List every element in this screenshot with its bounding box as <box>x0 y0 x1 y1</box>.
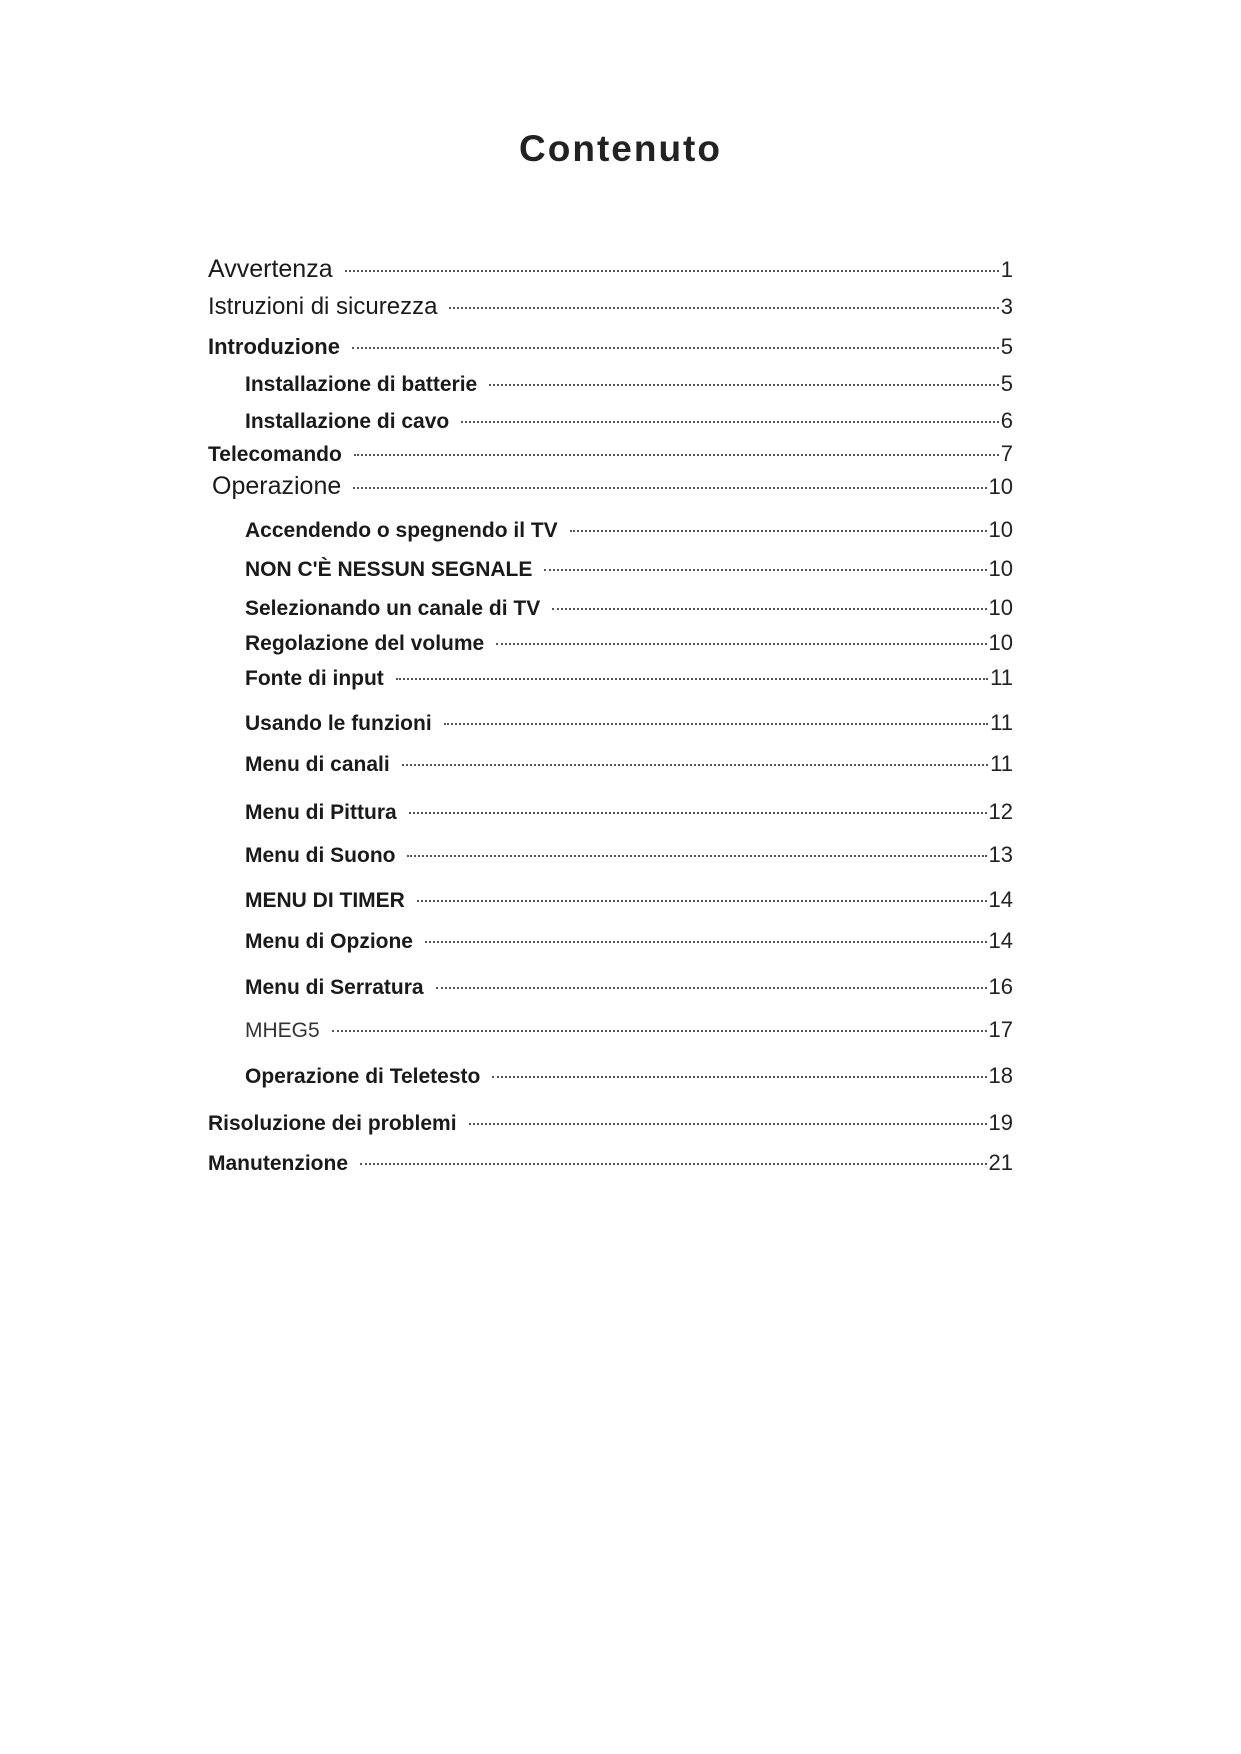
dot-leader <box>407 855 986 857</box>
toc-entry-installazione-di-batterie[interactable] <box>245 371 1013 397</box>
toc-entry-page: 3 <box>1000 294 1013 319</box>
toc-entry-menu-di-pittura[interactable] <box>245 799 1013 825</box>
toc-entry-menu-di-serratura[interactable] <box>245 974 1013 1000</box>
toc-entry-page: 10 <box>988 517 1013 542</box>
toc-entry-page: 5 <box>1000 371 1013 396</box>
toc-entry-page: 11 <box>990 710 1013 735</box>
dot-leader <box>552 608 986 610</box>
toc-entry-risoluzione-dei-problemi[interactable] <box>208 1110 1013 1136</box>
dot-leader <box>409 812 987 814</box>
toc-entry-introduzione[interactable] <box>208 334 1013 360</box>
toc-entry-page: 13 <box>988 842 1013 867</box>
toc-entry-label: Introduzione <box>208 334 340 359</box>
dot-leader <box>444 723 988 725</box>
page-title: Contenuto <box>519 128 722 169</box>
toc-entry-label: Menu di Opzione <box>245 930 413 953</box>
toc-entry-non-ce-nessun-segnale[interactable] <box>245 556 1013 582</box>
toc-entry-page: 10 <box>988 474 1013 499</box>
dot-leader <box>492 1076 986 1078</box>
toc-entry-label: Selezionando un canale di TV <box>245 597 541 620</box>
dot-leader <box>360 1163 987 1165</box>
toc-entry-menu-di-suono[interactable] <box>245 842 1013 868</box>
toc-entry-operazione[interactable] <box>212 472 1013 501</box>
toc-entry-label: Installazione di batterie <box>245 373 478 396</box>
toc-entry-label: Operazione di Teletesto <box>245 1065 481 1088</box>
toc-entry-label: Menu di Suono <box>245 844 396 867</box>
toc-entry-label: Operazione <box>212 472 342 500</box>
toc-entry-page: 14 <box>988 887 1013 912</box>
toc-entry-label: Manutenzione <box>208 1152 348 1175</box>
toc-entry-istruzioni-di-sicurezza[interactable] <box>208 293 1013 321</box>
toc-entry-page: 10 <box>988 595 1013 620</box>
toc-entry-page: 10 <box>988 630 1013 655</box>
toc-entry-page: 6 <box>1000 408 1013 433</box>
dot-leader <box>469 1123 987 1125</box>
toc-entry-telecomando[interactable] <box>208 441 1013 467</box>
toc-entry-label: Usando le funzioni <box>245 712 432 735</box>
toc-entry-regolazione-del-volume[interactable] <box>245 630 1013 656</box>
toc-entry-label: Risoluzione dei problemi <box>208 1112 457 1135</box>
toc-entry-avvertenza[interactable] <box>208 255 1013 284</box>
dot-leader <box>489 384 999 386</box>
toc-entry-page: 12 <box>988 799 1013 824</box>
toc-entry-menu-di-opzione[interactable] <box>245 928 1013 954</box>
dot-leader <box>544 569 986 571</box>
toc-entry-page: 11 <box>990 751 1013 776</box>
toc-entry-label: Fonte di input <box>245 667 384 690</box>
toc-entry-label: NON C'È NESSUN SEGNALE <box>245 558 533 581</box>
toc-entry-page: 16 <box>988 974 1013 999</box>
toc-entry-label: Telecomando <box>208 443 342 466</box>
dot-leader <box>402 764 988 766</box>
toc-entry-label: Regolazione del volume <box>245 632 485 655</box>
dot-leader <box>345 270 999 272</box>
toc-entry-page: 11 <box>990 665 1013 690</box>
toc-entry-page: 19 <box>988 1110 1013 1135</box>
dot-leader <box>353 487 986 489</box>
toc-entry-selezionando-un-canale[interactable] <box>245 595 1013 621</box>
dot-leader <box>352 347 999 349</box>
toc-entry-menu-di-canali[interactable] <box>245 751 1013 777</box>
toc-entry-page: 7 <box>1000 441 1013 466</box>
dot-leader <box>354 454 999 456</box>
toc-entry-accendendo-o-spegnendo[interactable] <box>245 517 1013 543</box>
dot-leader <box>425 941 987 943</box>
dot-leader <box>449 307 998 309</box>
toc-entry-page: 14 <box>988 928 1013 953</box>
dot-leader <box>417 900 987 902</box>
toc-entry-label: Istruzioni di sicurezza <box>208 293 438 320</box>
dot-leader <box>496 643 986 645</box>
toc-entry-installazione-di-cavo[interactable] <box>245 408 1013 434</box>
toc-entry-fonte-di-input[interactable] <box>245 665 1013 691</box>
dot-leader <box>570 530 987 532</box>
toc-entry-label: Menu di canali <box>245 753 390 776</box>
dot-leader <box>396 678 988 680</box>
toc-entry-page: 5 <box>1000 334 1013 359</box>
toc-entry-page: 1 <box>1000 257 1013 282</box>
toc-entry-usando-le-funzioni[interactable] <box>245 710 1013 736</box>
toc-entry-label: Menu di Serratura <box>245 976 424 999</box>
toc-entry-label: MENU DI TIMER <box>245 889 405 912</box>
dot-leader <box>461 421 999 423</box>
toc-entry-label: MHEG5 <box>245 1019 320 1042</box>
toc-entry-label: Avvertenza <box>208 255 333 283</box>
dot-leader <box>332 1030 987 1032</box>
toc-entry-page: 21 <box>988 1150 1013 1175</box>
toc-entry-page: 10 <box>988 556 1013 581</box>
toc-entry-label: Installazione di cavo <box>245 410 450 433</box>
dot-leader <box>436 987 987 989</box>
toc-entry-page: 18 <box>988 1063 1013 1088</box>
toc-entry-page: 17 <box>988 1017 1013 1042</box>
toc-entry-label: Menu di Pittura <box>245 801 397 824</box>
toc-entry-operazione-di-teletesto[interactable] <box>245 1063 1013 1089</box>
toc-entry-manutenzione[interactable] <box>208 1150 1013 1176</box>
toc-entry-menu-di-timer[interactable] <box>245 887 1013 913</box>
toc-entry-mheg5[interactable] <box>245 1017 1013 1043</box>
toc-entry-label: Accendendo o spegnendo il TV <box>245 519 558 542</box>
